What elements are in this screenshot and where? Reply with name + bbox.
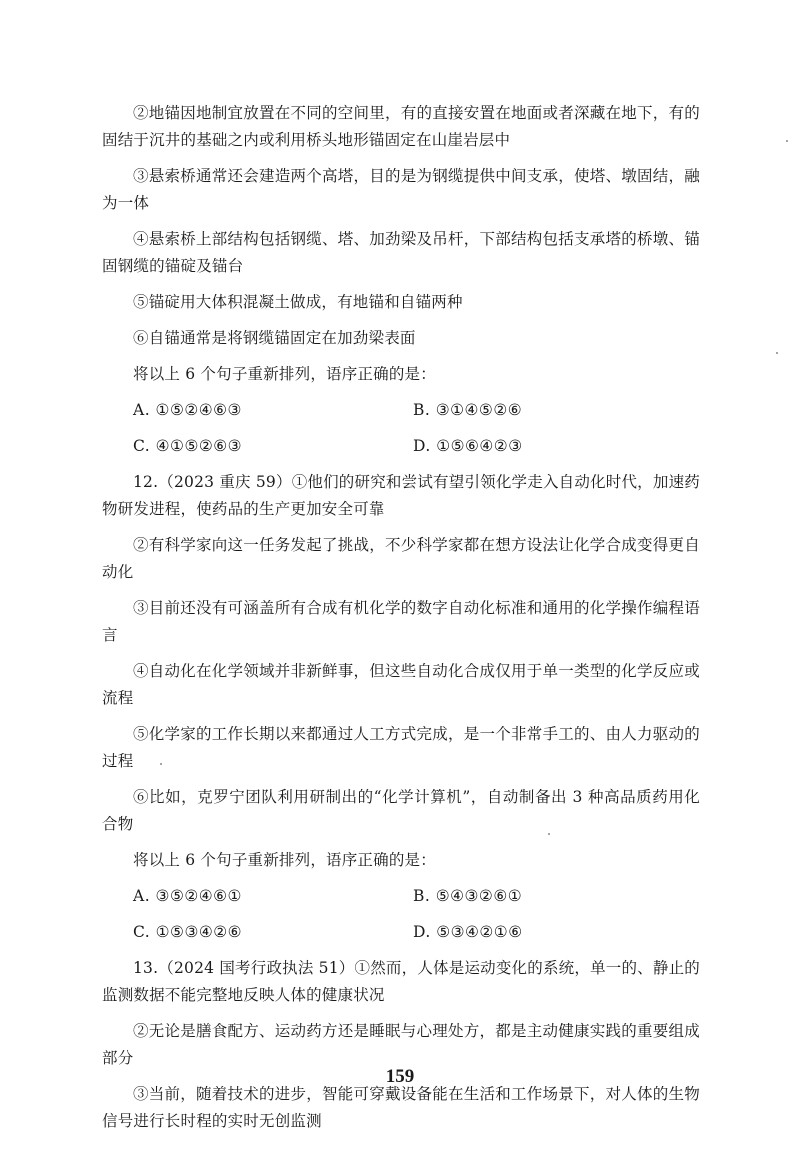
q12-prompt: 将以上 6 个句子重新排列，语序正确的是： — [133, 851, 436, 869]
scan-speck — [776, 352, 778, 354]
page-content — [102, 100, 700, 1144]
q11-sentence-3: ③悬索桥通常还会建造两个高塔，目的是为钢缆提供中间支承，使塔、墩固结，融为一体 — [102, 167, 700, 212]
q11-options-row-2 — [102, 433, 700, 460]
q12-sentence-4: ④自动化在化学领域并非新鲜事，但这些自动化合成仅用于单一类型的化学反应或流程 — [102, 662, 700, 707]
q11-sentence-6: ⑥自锚通常是将钢缆锚固定在加劲梁表面 — [133, 329, 416, 347]
q13-sentence-1: 13.（2024 国考行政执法 51）①然而，人体是运动变化的系统，单一的、静止的监测数据不能完整地反映人体的健康状况 — [102, 959, 700, 1004]
q12-option-a: A. ③⑤②④⑥① — [133, 887, 242, 905]
q12-option-d: D. ⑤③④②①⑥ — [413, 923, 523, 941]
q13-sentence-3: ③当前，随着技术的进步，智能可穿戴设备能在生活和工作场景下，对人体的生物信号进行长时程的实时无创监测 — [102, 1085, 700, 1130]
q12-option-b: B. ⑤④③②⑥① — [413, 887, 523, 905]
q11-options-row-1 — [102, 397, 700, 424]
q12-sentence-3: ③目前还没有可涵盖所有合成有机化学的数字自动化标准和通用的化学操作编程语言 — [102, 599, 700, 644]
scan-speck — [160, 763, 162, 765]
q11-prompt: 将以上 6 个句子重新排列，语序正确的是： — [133, 365, 436, 383]
q11-option-b: B. ③①④⑤②⑥ — [413, 401, 523, 419]
q13-sentence-2: ②无论是膳食配方、运动药方还是睡眠与心理处方，都是主动健康实践的重要组成部分 — [102, 1022, 700, 1067]
q12-sentence-6: ⑥比如，克罗宁团队利用研制出的“化学计算机”，自动制备出 3 种高品质药用化合物 — [102, 788, 700, 833]
q11-sentence-2: ②地锚因地制宜放置在不同的空间里，有的直接安置在地面或者深藏在地下，有的固结于沉井的基础之内或利用桥头地形锚固定在山崖岩层中 — [102, 104, 700, 149]
q11-option-c: C. ④①⑤②⑥③ — [133, 437, 243, 455]
q12-options-row-2 — [102, 919, 700, 946]
q11-sentence-4: ④悬索桥上部结构包括钢缆、塔、加劲梁及吊杆，下部结构包括支承塔的桥墩、锚固钢缆的锚碇及锚台 — [102, 230, 700, 275]
scan-speck — [786, 140, 788, 142]
q12-options-row-1 — [102, 883, 700, 910]
q11-option-a: A. ①⑤②④⑥③ — [133, 401, 242, 419]
q11-option-d: D. ①⑤⑥④②③ — [413, 437, 523, 455]
page-number: 159 — [385, 1066, 415, 1087]
q12-sentence-1: 12.（2023 重庆 59）①他们的研究和尝试有望引领化学走入自动化时代，加速药物研发进程，使药品的生产更加安全可靠 — [102, 473, 700, 518]
scan-speck — [548, 833, 550, 835]
q12-sentence-2: ②有科学家向这一任务发起了挑战，不少科学家都在想方设法让化学合成变得更自动化 — [102, 536, 700, 581]
q12-sentence-5: ⑤化学家的工作长期以来都通过人工方式完成，是一个非常手工的、由人力驱动的过程 — [102, 725, 700, 770]
q12-option-c: C. ①⑤③④②⑥ — [133, 923, 243, 941]
q11-sentence-5: ⑤锚碇用大体积混凝土做成，有地锚和自锚两种 — [133, 293, 463, 311]
